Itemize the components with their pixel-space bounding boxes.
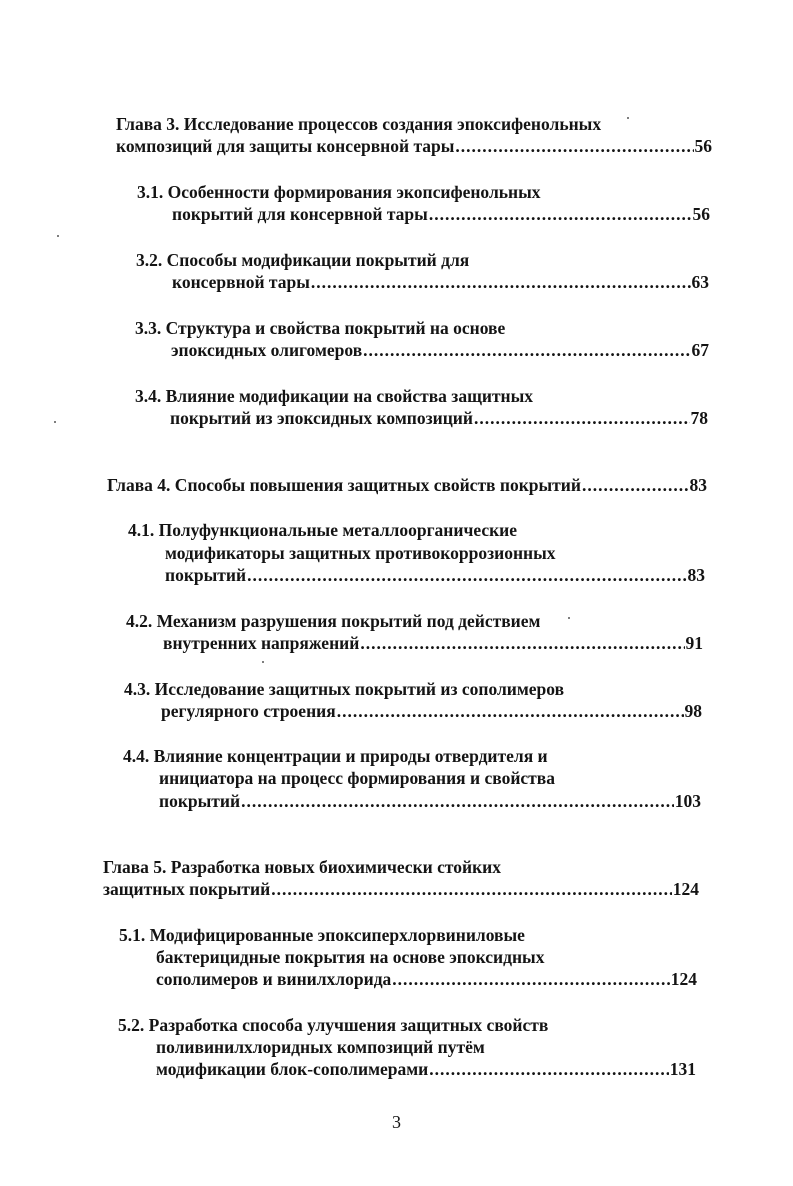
dot-leader [241, 790, 674, 812]
toc-section-5-2-title-2: поливинилхлоридных композиций путём [156, 1037, 485, 1057]
toc-section-5-1-title: 5.1. Модифицированные эпоксиперхлорвиниловые [119, 925, 525, 945]
dot-leader [474, 407, 690, 429]
toc-entry-text: композиций для защиты консервной тары [116, 136, 455, 156]
toc-entry-text: эпоксидных олигомеров [171, 340, 363, 360]
toc-section-3-4-title: 3.4. Влияние модификации на свойства защитных [135, 386, 534, 406]
dot-leader [337, 700, 684, 722]
toc-page-number: 56 [692, 204, 710, 224]
toc-page-number: 63 [691, 272, 709, 292]
toc-entry-section-5-2[interactable] [156, 1058, 696, 1080]
toc-entry-section-3-1[interactable] [172, 203, 710, 225]
toc-entry-text: защитных покрытий [103, 879, 271, 899]
toc-entry-text: покрытий из эпоксидных композиций [170, 408, 473, 428]
toc-entry-text: сополимеров и винилхлорида [156, 969, 392, 989]
toc-section-3-2-title: 3.2. Способы модификации покрытий для [136, 250, 470, 270]
toc-entry-section-3-3[interactable] [171, 339, 709, 361]
dot-leader [429, 1058, 669, 1080]
toc-entry-section-4-4[interactable] [159, 790, 701, 812]
dot-leader [311, 271, 691, 293]
toc-entry-chapter-4[interactable] [107, 474, 707, 496]
toc-entry-chapter-3[interactable] [116, 135, 712, 157]
toc-entry-chapter-5[interactable] [103, 878, 699, 900]
toc-page-number: 56 [694, 136, 712, 156]
dot-leader [271, 878, 672, 900]
toc-page-number: 67 [691, 340, 709, 360]
toc-entry-text: регулярного строения [161, 701, 336, 721]
toc-entry-section-3-2[interactable] [172, 271, 709, 293]
toc-page-number: 124 [672, 879, 699, 899]
toc-page-number: 78 [690, 408, 708, 428]
toc-section-4-4-title: 4.4. Влияние концентрации и природы отвердителя и [123, 746, 548, 766]
toc-section-4-1-title: 4.1. Полуфункциональные металлоорганические [128, 520, 518, 540]
scan-speck [54, 421, 56, 423]
toc-page-number: 83 [687, 565, 705, 585]
dot-leader [363, 339, 690, 361]
toc-section-4-2-title: 4.2. Механизм разрушения покрытий под действием [126, 611, 541, 631]
toc-entry-text: консервной тары [172, 272, 310, 292]
toc-page-number: 83 [689, 475, 707, 495]
dot-leader [392, 968, 669, 990]
scan-speck [627, 117, 629, 119]
toc-section-4-3-title: 4.3. Исследование защитных покрытий из сополимеров [124, 679, 565, 699]
toc-section-3-3-title: 3.3. Структура и свойства покрытий на основе [135, 318, 506, 338]
dot-leader [455, 135, 693, 157]
toc-section-3-1-title: 3.1. Особенности формирования экопсифенольных [137, 182, 541, 202]
scan-speck [568, 617, 570, 619]
toc-page-number: 98 [684, 701, 702, 721]
toc-page-number: 124 [670, 969, 697, 989]
toc-page-number: 103 [674, 791, 701, 811]
toc-entry-text: покрытий для консервной тары [172, 204, 428, 224]
toc-entry-text: внутренних напряжений [163, 633, 360, 653]
scan-speck [57, 235, 59, 237]
toc-chapter-5-title: Глава 5. Разработка новых биохимически стойких [103, 857, 501, 877]
toc-page-number: 91 [685, 633, 703, 653]
dot-leader [360, 632, 684, 654]
toc-entry-text: Глава 4. Способы повышения защитных свойств покрытий [107, 475, 581, 495]
toc-entry-section-4-2[interactable] [163, 632, 703, 654]
toc-entry-text: покрытий [165, 565, 247, 585]
toc-entry-section-4-3[interactable] [161, 700, 702, 722]
toc-page-number: 131 [669, 1059, 696, 1079]
page-number: 3 [392, 1112, 401, 1132]
toc-entry-section-5-1[interactable] [156, 968, 697, 990]
dot-leader [247, 564, 686, 586]
toc-section-4-4-title-2: инициатора на процесс формирования и свойства [159, 768, 555, 788]
toc-entry-section-4-1[interactable] [165, 564, 705, 586]
toc-section-5-2-title: 5.2. Разработка способа улучшения защитных свойств [118, 1015, 549, 1035]
toc-section-4-1-title-2: модификаторы защитных противокоррозионных [165, 543, 556, 563]
toc-entry-section-3-4[interactable] [170, 407, 708, 429]
toc-section-5-1-title-2: бактерицидные покрытия на основе эпоксидных [156, 947, 545, 967]
dot-leader [582, 474, 689, 496]
toc-chapter-3-title: Глава 3. Исследование процессов создания эпоксифенольных [116, 114, 602, 134]
toc-entry-text: покрытий [159, 791, 241, 811]
dot-leader [429, 203, 692, 225]
scan-speck [262, 661, 264, 663]
toc-entry-text: модификации блок-сополимерами [156, 1059, 429, 1079]
